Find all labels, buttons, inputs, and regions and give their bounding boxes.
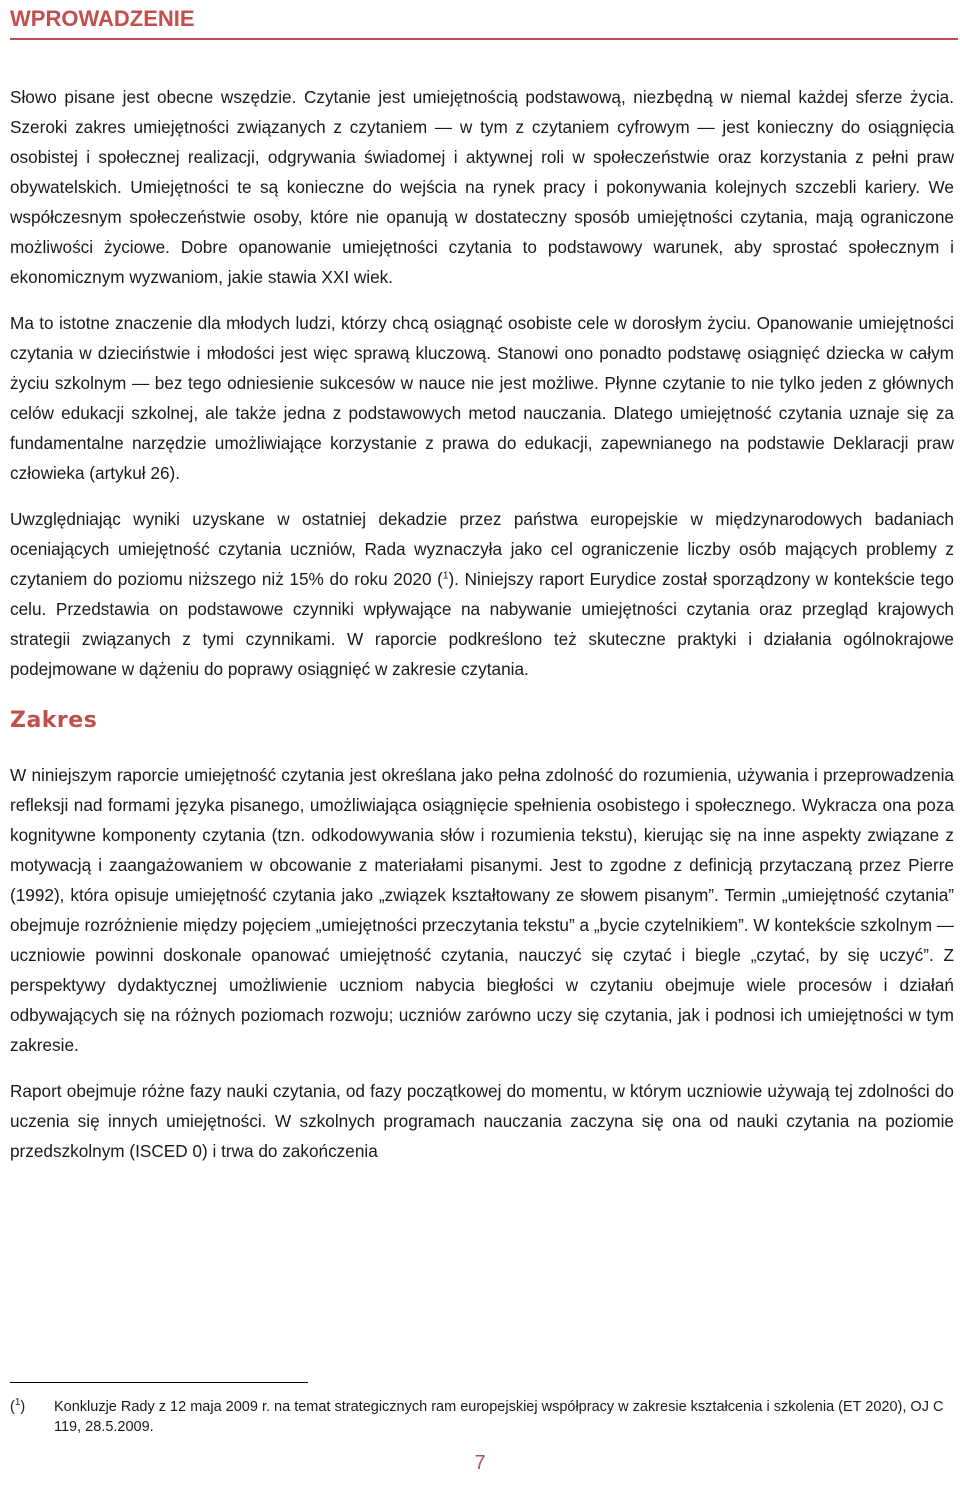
footnote-marker-close: ) [20,1399,26,1415]
section-heading-zakres: Zakres [10,708,98,733]
paragraph-1: Słowo pisane jest obecne wszędzie. Czytanie jest umiejętnością podstawową, niezbędną w niemal każdej sferze życia. Szeroki zakres umiejętności związanych z czytaniem — w tym z czytaniem cyfrowym — jest konieczny do osiągnięcia osobistej i społecznej realizacji, odgrywania świadomej i aktywnej roli w społeczeństwie oraz korzystania z pełni praw obywatelskich. Umiejętności te są konieczne do wejścia na rynek pracy i pokonywania kolejnych szczebli kariery. We współczesnym społeczeństwie osoby, które nie opanują w dostateczny sposób umiejętności czytania, mają ograniczone możliwości życiowe. Dobre opanowanie umiejętności czytania to podstawowy warunek, aby sprostać społecznym i ekonomicznym wyzwaniom, jakie stawia XXI wiek. [10,87,954,287]
footnote-marker-number: 1 [14,1397,21,1409]
footnote-marker [10,1397,50,1417]
paragraph-4: W niniejszym raporcie umiejętność czytania jest określana jako pełna zdolność do rozumienia, używania i przeprowadzenia refleksji nad formami języka pisanego, umożliwiająca osiągnięcie spełnienia osobistego i społecznego. Wykracza ona poza kognitywne komponenty czytania (tzn. odkodowywania słów i rozumienia tekstu), kierując się na inne aspekty związane z motywacją i zaangażowaniem w obcowanie z materiałami pisanymi. Jest to zgodne z definicją przytaczaną przez Pierre (1992), która opisuje umiejętność czytania jako „związek kształtowany ze słowem pisanym”. Termin „umiejętność czytania” obejmuje rozróżnienie między pojęciem „umiejętności przeczytania tekstu” a „bycie czytelnikiem”. W kontekście szkolnym — uczniowie powinni doskonale opanować umiejętność czytania, nauczyć się czytać i biegle „czytać, by się uczyć”. Z perspektywy dydaktycznej umożliwienie uczniom nabycia biegłości w czytaniu obejmuje wiele procesów i działań odbywających się na różnych poziomach rozwoju; uczniów zarówno uczy się czytania, jak i podnosi ich umiejętności w tym zakresie. [10,765,954,1055]
paragraph-3-text-before: Uwzględniając wyniki uzyskane w ostatniej dekadzie przez państwa europejskie w międzynarodowych badaniach oceniających umiejętność czytania uczniów, Rada wyznaczyła jako cel ograniczenie liczby osób mających problemy z czytaniem do poziomu niższego niż 15% do roku 2020 ( [10,509,954,589]
page-title: WPROWADZENIE [10,6,195,31]
footnote-marker-open: ( [10,1399,15,1415]
paragraph-3 [10,504,954,684]
page-header [10,0,958,40]
header-divider [10,38,958,40]
paragraph-3-text-after: ). Niniejszy raport Eurydice został sporządzony w kontekście tego celu. Przedstawia on podstawowe czynniki wpływające na nabywanie umiejętności czytania oraz przegląd krajowych strategii związanych z tymi czynnikami. W raporcie podkreślono też skuteczne praktyki i działania ogólnokrajowe podejmowane w dążeniu do poprawy osiągnięć w zakresie czytania. [10,569,954,679]
footnote [10,1397,954,1437]
paragraph-5: Raport obejmuje różne fazy nauki czytania, od fazy początkowej do momentu, w którym uczniowie używają tej zdolności do uczenia się innych umiejętności. W szkolnych programach nauczania zaczyna się ona od nauki czytania na poziomie przedszkolnym (ISCED 0) i trwa do zakończenia [10,1081,954,1161]
footnote-reference[interactable]: 1 [442,570,449,582]
page-number: 7 [474,1452,486,1474]
footnote-text: Konkluzje Rady z 12 maja 2009 r. na temat strategicznych ram europejskiej współpracy w zakresie kształcenia i szkolenia (ET 2020), OJ C 119, 28.5.2009. [54,1399,944,1435]
paragraph-2: Ma to istotne znaczenie dla młodych ludzi, którzy chcą osiągnąć osobiste cele w dorosłym życiu. Opanowanie umiejętności czytania w dzieciństwie i młodości jest więc sprawą kluczową. Stanowi ono ponadto podstawę osiągnięć dziecka w całym życiu szkolnym — bez tego odniesienie sukcesów w nauce nie jest możliwe. Płynne czytanie to nie tylko jeden z głównych celów edukacji szkolnej, ale także jedna z podstawowych metod nauczania. Dlatego umiejętność czytania uznaje się za fundamentalne narzędzie umożliwiające korzystanie z prawa do edukacji, zapewnianego na podstawie Deklaracji praw człowieka (artykuł 26). [10,313,954,483]
main-content [10,82,954,1182]
footnote-divider [10,1382,308,1383]
